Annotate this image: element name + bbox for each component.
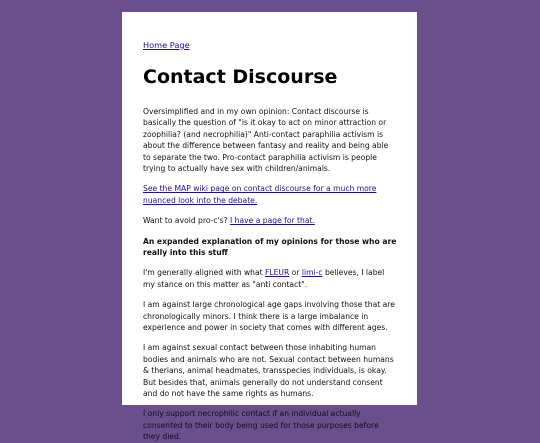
wiki-paragraph [143,183,397,206]
home-page-link[interactable]: Home Page [143,40,190,50]
intro-paragraph: Oversimplified and in my own opinion: Contact discourse is basically the question of "is it okay to act on minor attraction or zoophilia? (and necrophilia)" Anti-contact paraphilia activism is about the difference between fantasy and reality and being able to separate the two. Pro-contact paraphilia activism is people trying to actually have sex with children/animals. [143,106,389,173]
expanded-heading: An expanded explanation of my opinions for those who are really into this stuff [143,236,397,257]
avoid-text: Want to avoid pro-c's? [143,216,231,226]
necro-paragraph: I only support necrophilic contact if an individual actually consented to their body being used for those purposes before they died. [143,409,379,442]
animals-paragraph: I am against sexual contact between those inhabiting human bodies and animals who are not. Sexual contact between humans & therians, animal headmates, transspecies individuals, is okay. But besides that, animals generally do not understand consent and do not have the same rights as humans. [143,343,394,399]
map-wiki-link[interactable]: See the MAP wiki page on contact discourse for a much more nuanced look into the debate. [143,184,377,205]
pro-c-page-link[interactable]: I have a page for that. [230,216,315,226]
aligned-post: believes, I label my stance on this matter as "anti contact". [143,268,385,289]
aligned-or: or [289,268,302,278]
aligned-pre: I'm generally aligned with what [143,268,266,278]
aligned-paragraph [143,267,397,290]
avoid-paragraph [143,215,397,226]
content-page [122,12,417,442]
page-title: Contact Discourse [143,66,338,88]
limi-c-link[interactable]: limi-c [301,268,323,278]
age-paragraph: I am against large chronological age gaps involving those that are chronologically minors. I think there is a large imbalance in experience and power in society that comes with different ages. [143,300,395,332]
fleur-link[interactable]: FLEUR [265,268,290,278]
